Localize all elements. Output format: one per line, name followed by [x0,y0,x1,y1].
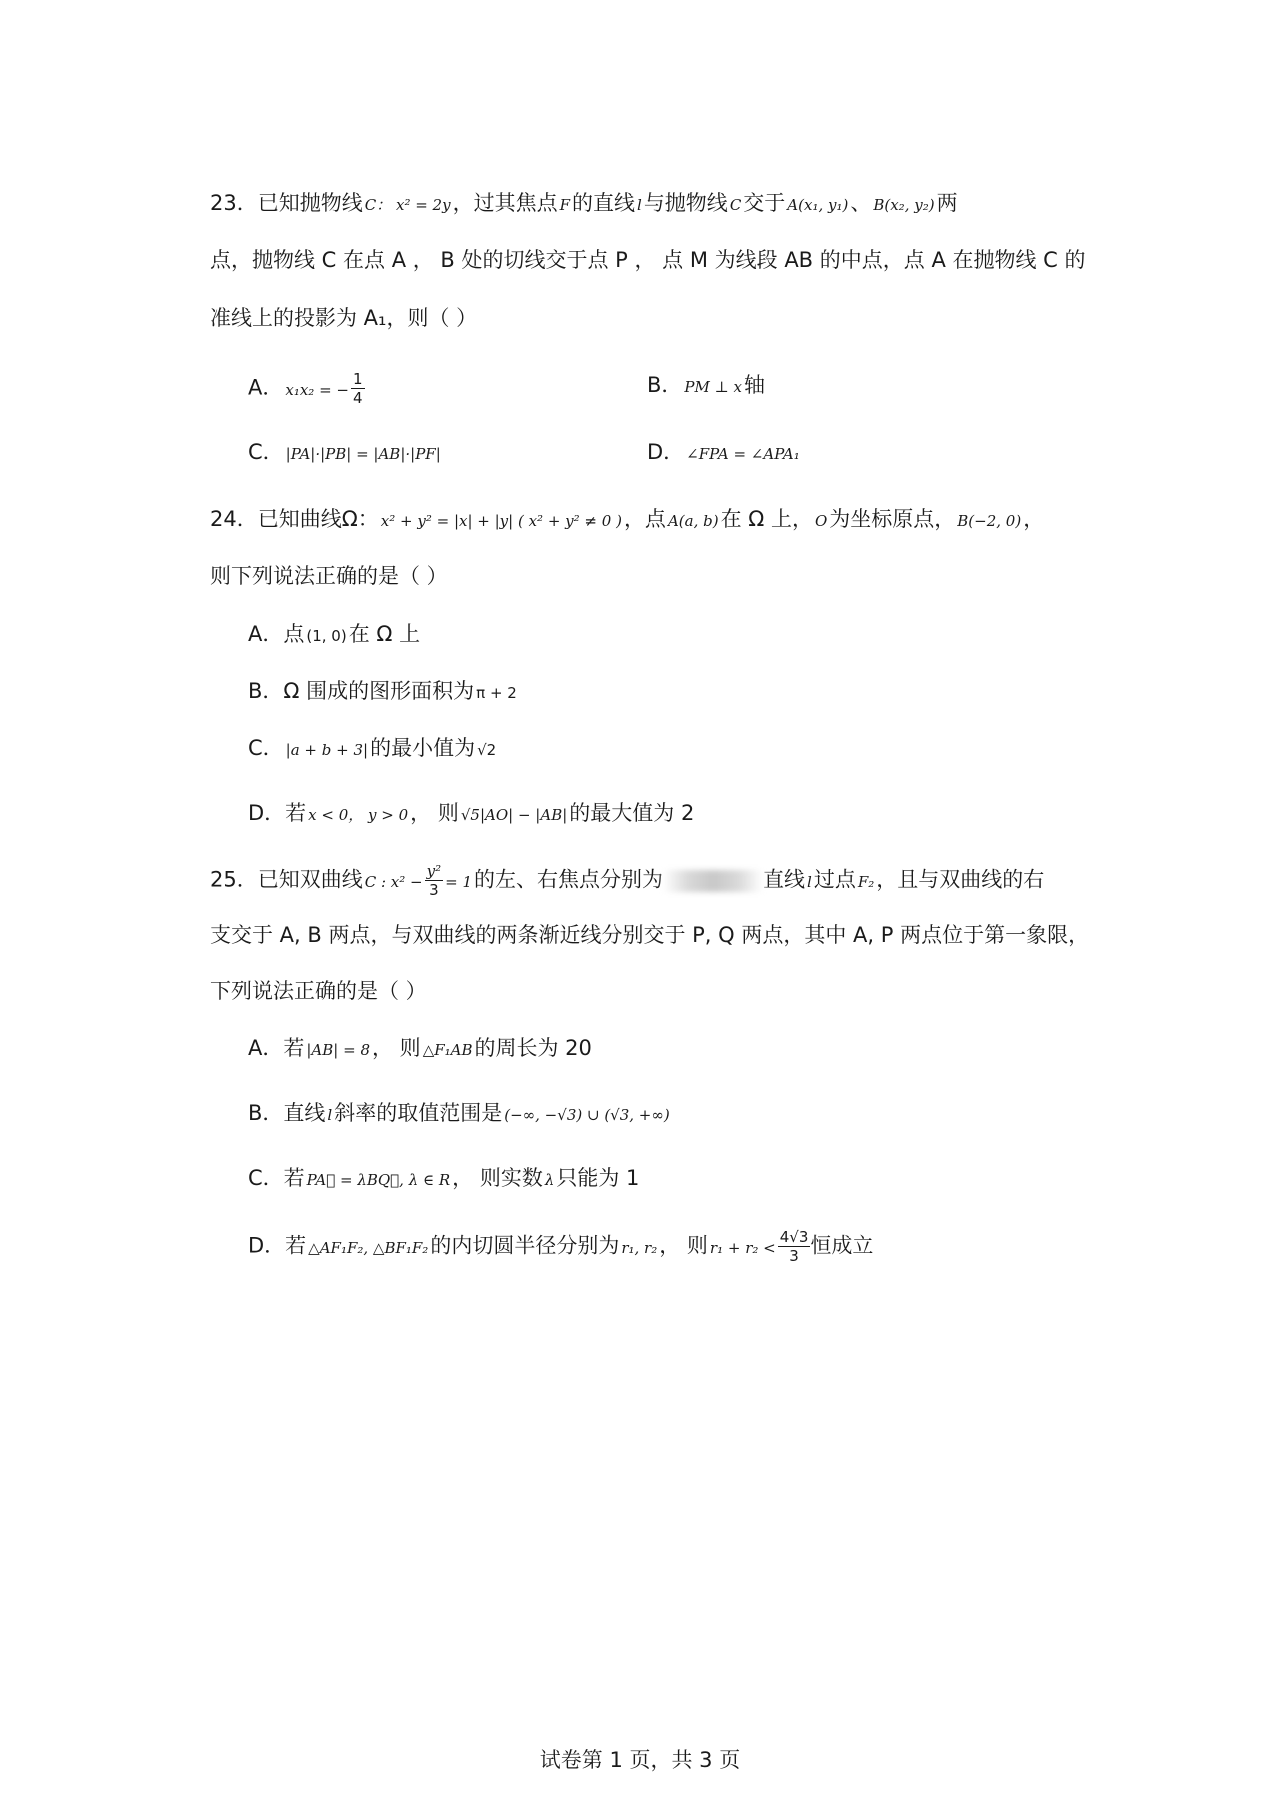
q25-text: ，且与双曲线的右 [876,867,1045,892]
option-math: △AF₁F₂, △BF₁F₂ [308,1238,429,1257]
q24-option-c [248,733,498,765]
option-math: △F₁AB [422,1041,473,1059]
q25-line2: 支交于 A, B 两点，与双曲线的两条渐近线分别交于 P, Q 两点，其中 A, P 两点位于第一象限， [210,923,1090,947]
option-math: (−∞, −√3) ∪ (√3, +∞) [504,1106,670,1124]
q24-text: ， [1023,507,1045,531]
option-text: ， 则实数 [452,1166,543,1190]
option-math: x₁x₂ = − [285,380,349,399]
q23-math: B(x₂, y₂) [873,196,935,214]
option-math: √2 [477,741,497,759]
q23-text: 交于 [743,191,786,215]
option-math: r₁, r₂ [621,1238,658,1257]
option-text: 斜率的取值范围是 [334,1101,503,1125]
q24-number-text: 24．已知曲线Ω： [210,507,379,531]
option-text: 若 [285,801,307,825]
fraction [778,1228,811,1265]
q23-math: F [559,196,570,214]
option-text: ， 则 [659,1233,708,1258]
option-text: 只能为 1 [556,1166,640,1190]
option-label: B． [248,679,284,703]
q24-option-b [248,676,519,708]
q24-text: 为坐标原点， [829,507,956,531]
q25-option-a [248,1033,592,1065]
q24-math: O [814,512,828,530]
fraction-denominator: 3 [789,1247,799,1265]
option-text: 恒成立 [810,1233,874,1258]
fraction-denominator: 4 [353,389,363,407]
option-text: 若 [283,1036,305,1060]
q23-line1 [210,188,958,220]
q24-line2: 则下列说法正确的是（ ） [210,564,448,588]
option-label: B． [647,373,683,397]
option-math: r₁ + r₂ < [709,1238,776,1257]
q24-option-a [248,619,420,651]
option-math: (1, 0) [306,627,347,645]
option-label: C． [248,440,284,464]
q23-text: 两 [936,191,958,215]
option-math: λ [544,1171,555,1189]
q24-math: x² + y² = |x| + |y| ( x² + y² ≠ 0 ) [380,512,622,530]
option-label: D． [647,440,685,464]
option-math: l [327,1106,333,1124]
q23-text: 、 [850,191,872,215]
option-text: 在 Ω 上 [348,622,421,646]
q23-option-c [248,437,443,469]
q23-text: 的直线 [572,191,635,215]
q23-text: ，过其焦点 [452,191,558,215]
q25-text: 的左、右焦点分别为 [474,867,664,892]
q23-option-d [647,437,802,469]
q23-number-text: 23．已知抛物线 [210,191,363,215]
option-text: 的最大值为 2 [569,801,695,825]
q23-line2: 点，抛物线 C 在点 A ， B 处的切线交于点 P ， 点 M 为线段 AB 的中点，点 A 在抛物线 C 的 [210,248,1086,272]
q24-text: ，点 [623,507,666,531]
option-math: x < 0， y > 0 [308,806,409,824]
fraction-numerator: y² [426,862,442,880]
q23-option-a [248,370,365,407]
fraction-numerator: 1 [353,370,363,388]
fraction-numerator: 4√3 [779,1228,809,1246]
q25-text: 直线 [763,867,806,892]
option-label: C． [248,1166,284,1190]
option-math: π + 2 [476,684,517,702]
option-label: C． [248,736,284,760]
option-text: 点 [283,622,305,646]
q25-option-b [248,1098,672,1130]
q25-option-d [248,1228,873,1265]
q25-option-c [248,1163,639,1195]
q25-math: l [807,872,812,891]
option-text: 直线 [283,1101,326,1125]
option-text: ， 则 [410,801,459,825]
q23-line3: 准线上的投影为 A₁，则（ ） [210,306,478,330]
option-math: |a + b + 3| [285,741,369,759]
option-text: 若 [283,1166,305,1190]
fraction [351,370,365,407]
q23-text: 与抛物线 [643,191,728,215]
q23-math: C [729,196,742,214]
redacted-blur [663,870,763,892]
option-math: ∠FPA = ∠APA₁ [686,445,800,463]
q24-text: 在 Ω 上， [720,507,813,531]
q23-option-b [647,370,765,402]
option-label: D． [248,1233,286,1258]
q24-math: B(−2, 0) [957,512,1022,530]
option-label: A． [248,622,284,646]
q23-math: l [637,196,642,214]
q23-math: C： x² = 2y [364,196,451,214]
q25-number-text: 25．已知双曲线 [210,867,363,892]
q25-line1 [210,862,1044,899]
option-text: 的周长为 20 [474,1036,592,1060]
q23-math: A(x₁, y₁) [787,196,849,214]
page-footer: 试卷第 1 页，共 3 页 [539,1748,741,1772]
option-text: ， 则 [372,1036,421,1060]
q24-line1 [210,504,1044,536]
option-label: A． [248,375,284,400]
q25-math: F₂ [857,872,875,891]
option-math: PM ⊥ x [684,378,742,396]
option-math: |PA|·|PB| = |AB|·|PF| [285,445,441,463]
option-label: B． [248,1101,284,1125]
option-text: 的内切圆半径分别为 [430,1233,620,1258]
option-text: 轴 [743,373,765,397]
q24-option-d [248,798,694,830]
option-text: Ω 围成的图形面积为 [283,679,475,703]
q25-text: 过点 [813,867,856,892]
q25-math: = 1 [445,872,473,891]
option-text: 的最小值为 [370,736,476,760]
option-math: √5|AO| − |AB| [460,806,568,824]
option-text: 若 [285,1233,307,1258]
option-math: PA⃗ = λBQ⃗, λ ∈ R [306,1171,451,1189]
q25-line3: 下列说法正确的是（ ） [210,979,427,1003]
fraction [425,862,444,899]
fraction-denominator: 3 [429,881,439,899]
option-label: A． [248,1036,284,1060]
option-math: |AB| = 8 [306,1041,370,1059]
q24-math: A(a, b) [667,512,719,530]
option-label: D． [248,801,286,825]
q25-math: C : x² − [364,872,423,891]
